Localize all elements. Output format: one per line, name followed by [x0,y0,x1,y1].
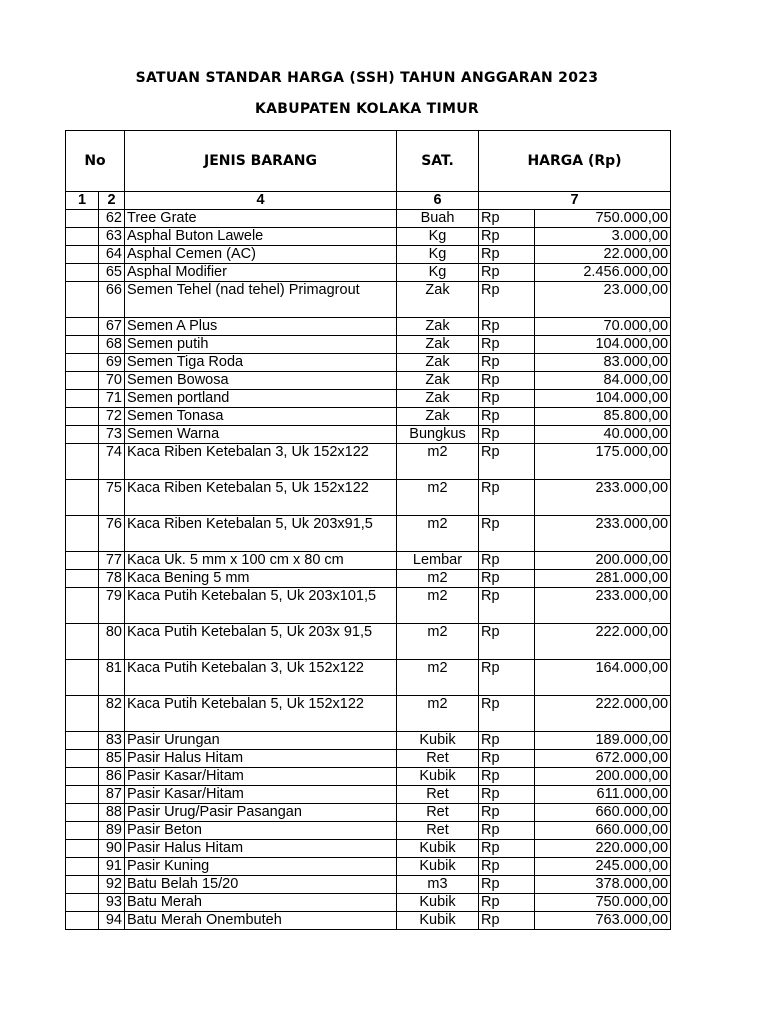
table-row [66,444,671,480]
cell-satuan: m2 [397,444,479,480]
column-number: 2 [99,192,125,210]
table-row [66,696,671,732]
table-row [66,336,671,354]
table-row [66,228,671,246]
cell-blank [66,912,99,930]
cell-harga: 220.000,00 [535,840,671,858]
cell-no: 90 [99,840,125,858]
table-row [66,786,671,804]
cell-no: 94 [99,912,125,930]
header-satuan: SAT. [397,131,479,192]
cell-jenis-barang: Pasir Kasar/Hitam [125,768,397,786]
cell-blank [66,210,99,228]
cell-blank [66,444,99,480]
cell-jenis-barang: Pasir Beton [125,822,397,840]
cell-currency: Rp [479,390,535,408]
price-table [65,130,671,930]
cell-currency: Rp [479,228,535,246]
cell-no: 85 [99,750,125,768]
table-row [66,876,671,894]
cell-currency: Rp [479,264,535,282]
cell-currency: Rp [479,768,535,786]
cell-harga: 83.000,00 [535,354,671,372]
cell-satuan: Ret [397,750,479,768]
cell-harga: 672.000,00 [535,750,671,768]
cell-currency: Rp [479,660,535,696]
cell-satuan: Kg [397,246,479,264]
cell-currency: Rp [479,426,535,444]
cell-harga: 3.000,00 [535,228,671,246]
cell-satuan: m2 [397,570,479,588]
cell-jenis-barang: Tree Grate [125,210,397,228]
table-row [66,516,671,552]
cell-blank [66,552,99,570]
cell-satuan: Zak [397,372,479,390]
table-row [66,894,671,912]
cell-satuan: Kubik [397,894,479,912]
cell-currency: Rp [479,696,535,732]
cell-no: 73 [99,426,125,444]
cell-currency: Rp [479,840,535,858]
cell-harga: 189.000,00 [535,732,671,750]
cell-currency: Rp [479,894,535,912]
cell-satuan: Kg [397,264,479,282]
cell-satuan: Kubik [397,858,479,876]
cell-satuan: m2 [397,480,479,516]
cell-harga: 84.000,00 [535,372,671,390]
cell-blank [66,228,99,246]
table-row [66,822,671,840]
cell-blank [66,804,99,822]
cell-satuan: Lembar [397,552,479,570]
cell-no: 87 [99,786,125,804]
cell-jenis-barang: Pasir Halus Hitam [125,840,397,858]
cell-blank [66,408,99,426]
column-number: 1 [66,192,99,210]
cell-satuan: Zak [397,408,479,426]
table-row [66,804,671,822]
document-subtitle: KABUPATEN KOLAKA TIMUR [254,101,480,117]
cell-no: 63 [99,228,125,246]
column-number: 4 [125,192,397,210]
cell-currency: Rp [479,282,535,318]
table-row [66,570,671,588]
cell-satuan: Zak [397,390,479,408]
cell-currency: Rp [479,822,535,840]
cell-blank [66,696,99,732]
cell-satuan: Kubik [397,732,479,750]
table-row [66,480,671,516]
cell-blank [66,858,99,876]
cell-satuan: m2 [397,624,479,660]
cell-blank [66,264,99,282]
cell-jenis-barang: Pasir Urungan [125,732,397,750]
table-row [66,840,671,858]
cell-no: 72 [99,408,125,426]
column-number: 7 [479,192,671,210]
cell-jenis-barang: Semen Tehel (nad tehel) Primagrout [125,282,397,318]
cell-currency: Rp [479,372,535,390]
cell-jenis-barang: Batu Belah 15/20 [125,876,397,894]
cell-currency: Rp [479,354,535,372]
cell-currency: Rp [479,408,535,426]
cell-satuan: Zak [397,318,479,336]
cell-harga: 200.000,00 [535,768,671,786]
cell-no: 67 [99,318,125,336]
cell-no: 89 [99,822,125,840]
cell-harga: 104.000,00 [535,336,671,354]
cell-currency: Rp [479,480,535,516]
cell-harga: 660.000,00 [535,804,671,822]
table-row [66,588,671,624]
cell-no: 83 [99,732,125,750]
cell-harga: 233.000,00 [535,516,671,552]
column-number-row [66,192,671,210]
table-row [66,552,671,570]
cell-no: 92 [99,876,125,894]
table-row [66,858,671,876]
cell-harga: 70.000,00 [535,318,671,336]
cell-no: 76 [99,516,125,552]
table-row [66,912,671,930]
cell-harga: 660.000,00 [535,822,671,840]
cell-harga: 104.000,00 [535,390,671,408]
cell-no: 69 [99,354,125,372]
table-row [66,750,671,768]
header-harga: HARGA (Rp) [479,131,671,192]
cell-currency: Rp [479,588,535,624]
cell-currency: Rp [479,750,535,768]
cell-currency: Rp [479,624,535,660]
cell-satuan: Ret [397,804,479,822]
cell-no: 77 [99,552,125,570]
cell-blank [66,822,99,840]
cell-currency: Rp [479,246,535,264]
table-row [66,426,671,444]
cell-blank [66,786,99,804]
cell-harga: 611.000,00 [535,786,671,804]
table-row [66,372,671,390]
cell-no: 86 [99,768,125,786]
cell-no: 80 [99,624,125,660]
cell-harga: 164.000,00 [535,660,671,696]
table-row [66,390,671,408]
cell-blank [66,372,99,390]
cell-currency: Rp [479,858,535,876]
cell-no: 79 [99,588,125,624]
cell-no: 88 [99,804,125,822]
cell-jenis-barang: Asphal Modifier [125,264,397,282]
cell-no: 65 [99,264,125,282]
cell-currency: Rp [479,570,535,588]
cell-no: 93 [99,894,125,912]
cell-satuan: Zak [397,336,479,354]
cell-no: 91 [99,858,125,876]
cell-currency: Rp [479,318,535,336]
column-number: 6 [397,192,479,210]
cell-satuan: m2 [397,660,479,696]
cell-jenis-barang: Semen putih [125,336,397,354]
cell-blank [66,426,99,444]
cell-jenis-barang: Kaca Putih Ketebalan 5, Uk 203x101,5 [125,588,397,624]
document-title: SATUAN STANDAR HARGA (SSH) TAHUN ANGGARAN 2023 [135,70,599,86]
cell-jenis-barang: Semen portland [125,390,397,408]
cell-harga: 245.000,00 [535,858,671,876]
cell-jenis-barang: Semen Warna [125,426,397,444]
table-header [66,131,671,192]
cell-currency: Rp [479,444,535,480]
cell-jenis-barang: Kaca Bening 5 mm [125,570,397,588]
cell-harga: 22.000,00 [535,246,671,264]
header-jenis-barang: JENIS BARANG [125,131,397,192]
cell-satuan: m2 [397,516,479,552]
cell-jenis-barang: Semen Tonasa [125,408,397,426]
cell-satuan: Zak [397,282,479,318]
cell-harga: 2.456.000,00 [535,264,671,282]
table-row [66,624,671,660]
cell-satuan: m2 [397,696,479,732]
cell-harga: 281.000,00 [535,570,671,588]
cell-jenis-barang: Pasir Kuning [125,858,397,876]
cell-satuan: m3 [397,876,479,894]
cell-satuan: Kubik [397,912,479,930]
cell-jenis-barang: Pasir Urug/Pasir Pasangan [125,804,397,822]
cell-satuan: Bungkus [397,426,479,444]
cell-jenis-barang: Batu Merah [125,894,397,912]
cell-currency: Rp [479,732,535,750]
cell-currency: Rp [479,912,535,930]
cell-jenis-barang: Pasir Kasar/Hitam [125,786,397,804]
cell-blank [66,480,99,516]
cell-jenis-barang: Kaca Putih Ketebalan 5, Uk 152x122 [125,696,397,732]
cell-harga: 222.000,00 [535,624,671,660]
cell-no: 68 [99,336,125,354]
table-row [66,768,671,786]
cell-jenis-barang: Semen Bowosa [125,372,397,390]
table-row [66,318,671,336]
table-row [66,354,671,372]
cell-no: 74 [99,444,125,480]
table-body [66,192,671,930]
cell-satuan: Kg [397,228,479,246]
cell-blank [66,894,99,912]
cell-no: 81 [99,660,125,696]
cell-currency: Rp [479,336,535,354]
cell-no: 62 [99,210,125,228]
cell-currency: Rp [479,552,535,570]
cell-harga: 200.000,00 [535,552,671,570]
cell-blank [66,588,99,624]
cell-satuan: Ret [397,786,479,804]
header-no: No [66,131,125,192]
cell-no: 70 [99,372,125,390]
cell-jenis-barang: Asphal Buton Lawele [125,228,397,246]
cell-no: 75 [99,480,125,516]
cell-satuan: Kubik [397,840,479,858]
cell-harga: 233.000,00 [535,480,671,516]
cell-satuan: m2 [397,588,479,624]
cell-currency: Rp [479,210,535,228]
table-row [66,210,671,228]
cell-currency: Rp [479,786,535,804]
cell-harga: 750.000,00 [535,894,671,912]
cell-blank [66,336,99,354]
cell-blank [66,246,99,264]
cell-jenis-barang: Kaca Putih Ketebalan 5, Uk 203x 91,5 [125,624,397,660]
cell-blank [66,318,99,336]
table-row [66,282,671,318]
cell-harga: 23.000,00 [535,282,671,318]
cell-harga: 222.000,00 [535,696,671,732]
cell-satuan: Buah [397,210,479,228]
cell-harga: 378.000,00 [535,876,671,894]
cell-blank [66,516,99,552]
cell-blank [66,570,99,588]
cell-jenis-barang: Semen Tiga Roda [125,354,397,372]
cell-harga: 85.800,00 [535,408,671,426]
cell-blank [66,624,99,660]
table-row [66,732,671,750]
cell-harga: 233.000,00 [535,588,671,624]
cell-blank [66,390,99,408]
cell-currency: Rp [479,516,535,552]
cell-blank [66,732,99,750]
cell-blank [66,840,99,858]
cell-no: 64 [99,246,125,264]
cell-jenis-barang: Batu Merah Onembuteh [125,912,397,930]
cell-harga: 175.000,00 [535,444,671,480]
cell-currency: Rp [479,876,535,894]
cell-satuan: Kubik [397,768,479,786]
table-row [66,246,671,264]
cell-jenis-barang: Kaca Riben Ketebalan 3, Uk 152x122 [125,444,397,480]
cell-jenis-barang: Semen A Plus [125,318,397,336]
cell-blank [66,660,99,696]
cell-satuan: Ret [397,822,479,840]
cell-jenis-barang: Kaca Riben Ketebalan 5, Uk 152x122 [125,480,397,516]
cell-jenis-barang: Pasir Halus Hitam [125,750,397,768]
cell-blank [66,876,99,894]
cell-blank [66,750,99,768]
cell-no: 82 [99,696,125,732]
cell-satuan: Zak [397,354,479,372]
cell-blank [66,354,99,372]
cell-currency: Rp [479,804,535,822]
cell-jenis-barang: Kaca Riben Ketebalan 5, Uk 203x91,5 [125,516,397,552]
cell-harga: 750.000,00 [535,210,671,228]
table-row [66,408,671,426]
cell-blank [66,282,99,318]
cell-jenis-barang: Kaca Putih Ketebalan 3, Uk 152x122 [125,660,397,696]
cell-jenis-barang: Kaca Uk. 5 mm x 100 cm x 80 cm [125,552,397,570]
cell-harga: 40.000,00 [535,426,671,444]
cell-blank [66,768,99,786]
cell-harga: 763.000,00 [535,912,671,930]
table-row [66,660,671,696]
cell-no: 78 [99,570,125,588]
cell-no: 66 [99,282,125,318]
cell-jenis-barang: Asphal Cemen (AC) [125,246,397,264]
cell-no: 71 [99,390,125,408]
table-row [66,264,671,282]
